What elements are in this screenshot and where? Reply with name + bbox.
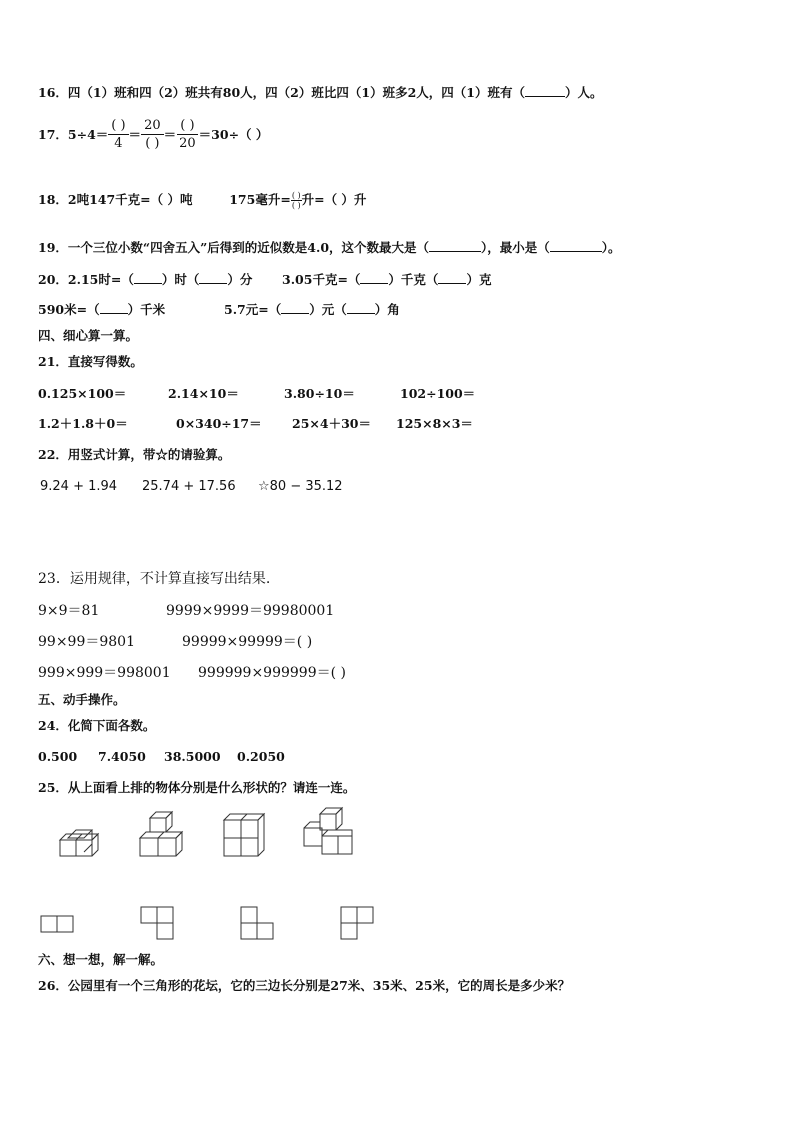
- fraction-3[interactable]: [176, 117, 199, 152]
- q21-row1-item: 0.125×100＝: [38, 386, 127, 401]
- q22-item-starred: ☆80 − 35.12: [258, 479, 343, 494]
- q21-row2-item: 0×340÷17＝: [176, 416, 262, 431]
- q22-item: 25.74 + 17.56: [142, 479, 236, 494]
- section-5-heading: 五、动手操作。: [38, 692, 126, 707]
- answer-blank[interactable]: [134, 271, 162, 284]
- q20-d1: 5.7元=（: [224, 302, 282, 317]
- q16-tail: ）人。: [564, 85, 603, 100]
- equals-sign: ＝: [163, 126, 177, 142]
- fraction-2[interactable]: [141, 117, 164, 152]
- fraction-1[interactable]: [108, 117, 128, 152]
- q17-prefix: 17．5÷4＝: [38, 126, 109, 142]
- mini-fraction-numerator[interactable]: ( ): [291, 191, 301, 200]
- question-17: [38, 117, 268, 152]
- section-4-heading: 四、细心算一算。: [38, 328, 139, 343]
- q17-suffix: ＝30÷（ ）: [198, 126, 269, 142]
- question-22-title: 22．用竖式计算，带☆的请验算。: [38, 447, 231, 462]
- fraction-3-denominator: 20: [179, 136, 196, 151]
- cube-figure-3[interactable]: [220, 812, 266, 860]
- q20-d3: ）角: [374, 302, 400, 317]
- question-24-title: 24．化简下面各数。: [38, 718, 156, 733]
- q24-item: 7.4050: [98, 749, 146, 764]
- cube-figure-2[interactable]: [136, 808, 186, 860]
- q20-a3: ）分: [227, 272, 253, 287]
- cube-figure-4[interactable]: [300, 806, 356, 860]
- top-view-shape-1[interactable]: [40, 915, 76, 935]
- fraction-2-numerator: 20: [141, 117, 164, 135]
- question-20-length: [38, 301, 165, 318]
- question-20-money: [224, 301, 400, 318]
- answer-blank[interactable]: [360, 271, 388, 284]
- q18-part1: 18．2吨147千克=（ ）吨: [38, 192, 193, 207]
- q21-row1-item: 3.80÷10＝: [284, 386, 355, 401]
- top-view-shape-2[interactable]: [140, 906, 176, 942]
- mini-fraction[interactable]: [291, 191, 302, 210]
- q18-part2-mid: 升=（ ）升: [301, 192, 367, 207]
- answer-blank[interactable]: [438, 271, 466, 284]
- fraction-1-denominator: 4: [114, 136, 123, 151]
- question-20-weight: [282, 271, 491, 288]
- answer-blank[interactable]: [199, 271, 227, 284]
- q23-right-item: 9999×9999＝99980001: [166, 603, 335, 619]
- top-view-shape-3[interactable]: [240, 906, 276, 942]
- q19-tail: ）。: [601, 240, 621, 255]
- question-16: [38, 84, 603, 101]
- q20-a1: 20．2.15时=（: [38, 272, 134, 287]
- q23-right-item[interactable]: 999999×999999＝( ): [198, 665, 346, 681]
- question-25-title: 25．从上面看上排的物体分别是什么形状的？请连一连。: [38, 780, 356, 795]
- q20-d2: ）元（: [309, 302, 347, 317]
- q20-c1: 590米=（: [38, 302, 100, 317]
- q24-item: 0.2050: [237, 749, 285, 764]
- question-20: [38, 271, 252, 288]
- answer-blank[interactable]: [281, 301, 309, 314]
- fraction-1-numerator[interactable]: ( ): [108, 117, 128, 135]
- q23-left-item: 99×99＝9801: [38, 634, 135, 650]
- mini-fraction-denominator[interactable]: ( ): [291, 201, 301, 210]
- q19-mid: ），最小是（: [481, 240, 550, 255]
- question-21-title: 21．直接写得数。: [38, 354, 143, 369]
- q20-a2: ）时（: [161, 272, 200, 287]
- equals-sign: ＝: [128, 126, 142, 142]
- q18-part2-pre: 175毫升=: [229, 192, 291, 207]
- q21-row2-item: 1.2＋1.8＋0＝: [38, 416, 128, 431]
- fraction-2-denominator[interactable]: ( ): [145, 136, 160, 151]
- q21-row2-item: 125×8×3＝: [396, 416, 473, 431]
- cube-figure-1[interactable]: [56, 824, 106, 860]
- q21-row1-item: 2.14×10＝: [168, 386, 239, 401]
- question-18: [38, 191, 366, 210]
- q24-item: 0.500: [38, 749, 78, 764]
- q19-pre: 19．一个三位小数“四舍五入”后得到的近似数是4.0，这个数最大是（: [38, 240, 430, 255]
- question-26: 26．公园里有一个三角形的花坛，它的三边长分别是27米、35米、25米，它的周长是多少米？: [38, 978, 571, 993]
- q23-left-item: 9×9＝81: [38, 603, 100, 619]
- top-view-shape-4[interactable]: [340, 906, 376, 942]
- q20-c2: ）千米: [127, 302, 166, 317]
- answer-blank-min[interactable]: [550, 239, 602, 252]
- answer-blank-max[interactable]: [429, 239, 481, 252]
- q16-text: 16．四（1）班和四（2）班共有80人，四（2）班比四（1）班多2人，四（1）班有（: [38, 85, 525, 100]
- q20-b1: 3.05千克=（: [282, 272, 361, 287]
- q23-right-item[interactable]: 99999×99999＝( ): [182, 634, 313, 650]
- answer-blank[interactable]: [347, 301, 375, 314]
- question-19: [38, 239, 621, 256]
- question-23-title: 23．运用规律，不计算直接写出结果.: [38, 571, 271, 587]
- answer-blank[interactable]: [525, 84, 565, 97]
- q24-item: 38.5000: [164, 749, 221, 764]
- answer-blank[interactable]: [100, 301, 128, 314]
- q22-item: 9.24 + 1.94: [40, 479, 118, 494]
- q20-b3: ）克: [466, 272, 492, 287]
- q21-row2-item: 25×4＋30＝: [292, 416, 371, 431]
- q21-row1-item: 102÷100＝: [400, 386, 476, 401]
- section-6-heading: 六、想一想，解一解。: [38, 952, 164, 967]
- q23-left-item: 999×999＝998001: [38, 665, 171, 681]
- fraction-3-numerator[interactable]: ( ): [177, 117, 197, 135]
- q20-b2: ）千克（: [388, 272, 439, 287]
